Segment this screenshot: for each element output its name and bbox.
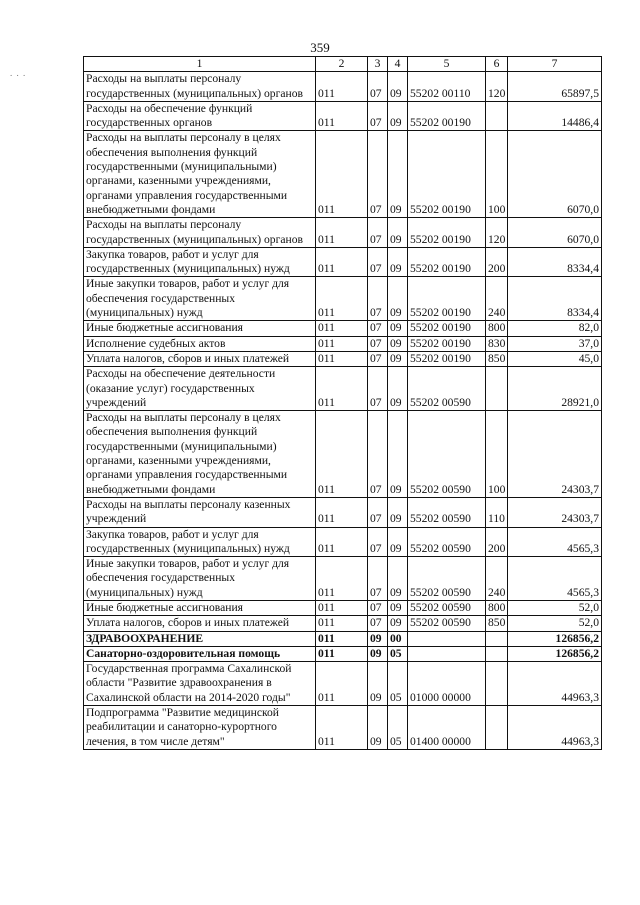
row-subsection-code: 09 [388,277,408,321]
row-target-article: 55202 00590 [408,557,486,601]
row-description: Уплата налогов, сборов и иных платежей [84,351,316,366]
row-target-article: 55202 00590 [408,497,486,527]
table-row [84,557,602,601]
row-description: Подпрограмма "Развитие медицинской реабилитации и санаторно-курортного лечения, в том числе детям" [84,706,316,750]
row-target-article: 55202 00190 [408,321,486,336]
row-amount: 37,0 [508,336,602,351]
row-amount: 82,0 [508,321,602,336]
row-amount: 44963,3 [508,706,602,750]
row-subsection-code: 09 [388,616,408,631]
row-amount: 52,0 [508,616,602,631]
row-description: Расходы на выплаты персоналу в целях обеспечения выполнения функций государственными (муниципальными) органами, казенными учреждениями, органами управления государственными внебюджетными фондами [84,131,316,218]
row-target-article: 55202 00590 [408,411,486,498]
row-description: Иные закупки товаров, работ и услуг для обеспечения государственных (муниципальных) нужд [84,557,316,601]
table-row [84,527,602,557]
row-ministry-code: 011 [316,600,368,615]
table-row [84,411,602,498]
row-section-code: 07 [368,277,388,321]
row-target-article: 55202 00590 [408,600,486,615]
row-target-article: 55202 00190 [408,247,486,277]
row-subsection-code: 09 [388,497,408,527]
row-ministry-code: 011 [316,706,368,750]
row-expense-type: 800 [486,321,508,336]
table-row [84,247,602,277]
table-row [84,367,602,411]
row-target-article: 01000 00000 [408,662,486,706]
row-subsection-code: 09 [388,351,408,366]
table-row [84,72,602,102]
row-expense-type [486,101,508,131]
row-section-code: 07 [368,367,388,411]
row-section-code: 07 [368,101,388,131]
row-subsection-code: 09 [388,411,408,498]
row-subsection-code: 05 [388,646,408,661]
row-ministry-code: 011 [316,218,368,248]
row-target-article: 55202 00190 [408,101,486,131]
row-expense-type: 120 [486,218,508,248]
row-amount: 8334,4 [508,247,602,277]
row-amount: 52,0 [508,600,602,615]
table-row [84,218,602,248]
row-target-article: 55202 00190 [408,336,486,351]
header-col-1: 1 [84,57,316,72]
row-expense-type: 850 [486,616,508,631]
header-col-4: 4 [388,57,408,72]
table-row [84,336,602,351]
row-ministry-code: 011 [316,336,368,351]
row-expense-type: 200 [486,247,508,277]
row-ministry-code: 011 [316,101,368,131]
row-target-article: 01400 00000 [408,706,486,750]
row-description: Уплата налогов, сборов и иных платежей [84,616,316,631]
row-section-code: 07 [368,616,388,631]
row-amount: 14486,4 [508,101,602,131]
row-expense-type [486,706,508,750]
header-col-3: 3 [368,57,388,72]
row-amount: 4565,3 [508,557,602,601]
row-ministry-code: 011 [316,247,368,277]
budget-table [83,56,602,750]
row-target-article: 55202 00190 [408,131,486,218]
row-expense-type: 120 [486,72,508,102]
row-ministry-code: 011 [316,646,368,661]
row-description: Закупка товаров, работ и услуг для государственных (муниципальных) нужд [84,527,316,557]
row-ministry-code: 011 [316,662,368,706]
scan-marks: . . . [10,68,27,78]
row-ministry-code: 011 [316,277,368,321]
row-subsection-code: 09 [388,367,408,411]
row-description: Иные бюджетные ассигнования [84,600,316,615]
row-subsection-code: 00 [388,631,408,646]
row-ministry-code: 011 [316,321,368,336]
row-amount: 4565,3 [508,527,602,557]
header-col-2: 2 [316,57,368,72]
row-target-article [408,631,486,646]
row-ministry-code: 011 [316,72,368,102]
row-amount: 44963,3 [508,662,602,706]
row-target-article: 55202 00190 [408,351,486,366]
row-section-code: 07 [368,497,388,527]
row-description: Иные закупки товаров, работ и услуг для обеспечения государственных (муниципальных) нужд [84,277,316,321]
row-subsection-code: 09 [388,218,408,248]
row-amount: 126856,2 [508,646,602,661]
row-ministry-code: 011 [316,527,368,557]
table-row [84,662,602,706]
header-col-5: 5 [408,57,486,72]
row-subsection-code: 09 [388,247,408,277]
row-expense-type: 100 [486,411,508,498]
row-section-code: 07 [368,351,388,366]
header-row [84,57,602,72]
row-expense-type [486,646,508,661]
row-subsection-code: 05 [388,706,408,750]
row-section-code: 09 [368,631,388,646]
row-ministry-code: 011 [316,131,368,218]
row-ministry-code: 011 [316,351,368,366]
row-expense-type [486,631,508,646]
row-expense-type: 830 [486,336,508,351]
row-description: Расходы на выплаты персоналу государственных (муниципальных) органов [84,72,316,102]
row-amount: 24303,7 [508,497,602,527]
row-section-code: 07 [368,600,388,615]
row-target-article: 55202 00590 [408,616,486,631]
row-expense-type: 850 [486,351,508,366]
table-row [84,321,602,336]
row-amount: 24303,7 [508,411,602,498]
row-ministry-code: 011 [316,616,368,631]
row-ministry-code: 011 [316,497,368,527]
row-amount: 126856,2 [508,631,602,646]
row-ministry-code: 011 [316,557,368,601]
row-section-code: 07 [368,72,388,102]
row-section-code: 09 [368,646,388,661]
row-amount: 6070,0 [508,131,602,218]
row-description: Иные бюджетные ассигнования [84,321,316,336]
row-expense-type: 240 [486,557,508,601]
row-target-article: 55202 00190 [408,277,486,321]
table-row [84,646,602,661]
header-col-6: 6 [486,57,508,72]
row-subsection-code: 09 [388,321,408,336]
row-description: Расходы на выплаты персоналу государственных (муниципальных) органов [84,218,316,248]
row-ministry-code: 011 [316,631,368,646]
row-description: Закупка товаров, работ и услуг для государственных (муниципальных) нужд [84,247,316,277]
row-description: ЗДРАВООХРАНЕНИЕ [84,631,316,646]
row-expense-type: 240 [486,277,508,321]
row-expense-type [486,662,508,706]
row-section-code: 07 [368,218,388,248]
row-description: Расходы на обеспечение деятельности (оказание услуг) государственных учреждений [84,367,316,411]
row-expense-type: 110 [486,497,508,527]
row-section-code: 07 [368,321,388,336]
row-target-article: 55202 00190 [408,218,486,248]
row-description: Расходы на обеспечение функций государственных органов [84,101,316,131]
table-row [84,706,602,750]
row-section-code: 07 [368,527,388,557]
row-amount: 65897,5 [508,72,602,102]
row-description: Расходы на выплаты персоналу казенных учреждений [84,497,316,527]
row-amount: 6070,0 [508,218,602,248]
table-row [84,497,602,527]
row-subsection-code: 09 [388,527,408,557]
row-subsection-code: 09 [388,131,408,218]
row-description: Санаторно-оздоровительная помощь [84,646,316,661]
row-subsection-code: 09 [388,72,408,102]
row-section-code: 07 [368,336,388,351]
row-target-article: 55202 00110 [408,72,486,102]
row-expense-type: 800 [486,600,508,615]
row-section-code: 07 [368,247,388,277]
row-expense-type: 200 [486,527,508,557]
row-section-code: 09 [368,706,388,750]
row-section-code: 07 [368,131,388,218]
table-row [84,600,602,615]
row-description: Государственная программа Сахалинской области "Развитие здравоохранения в Сахалинской области на 2014-2020 годы" [84,662,316,706]
row-subsection-code: 05 [388,662,408,706]
row-section-code: 07 [368,557,388,601]
row-amount: 8334,4 [508,277,602,321]
row-subsection-code: 09 [388,600,408,615]
row-section-code: 07 [368,411,388,498]
row-expense-type: 100 [486,131,508,218]
row-target-article: 55202 00590 [408,527,486,557]
row-subsection-code: 09 [388,336,408,351]
row-amount: 28921,0 [508,367,602,411]
row-expense-type [486,367,508,411]
table-row [84,101,602,131]
row-ministry-code: 011 [316,367,368,411]
row-target-article: 55202 00590 [408,367,486,411]
row-subsection-code: 09 [388,101,408,131]
table-row [84,131,602,218]
row-target-article [408,646,486,661]
table-row [84,277,602,321]
row-section-code: 09 [368,662,388,706]
row-description: Исполнение судебных актов [84,336,316,351]
table-row [84,351,602,366]
row-description: Расходы на выплаты персоналу в целях обеспечения выполнения функций государственными (муниципальными) органами, казенными учреждениями, органами управления государственными внебюджетными фондами [84,411,316,498]
row-subsection-code: 09 [388,557,408,601]
table-row [84,631,602,646]
table-row [84,616,602,631]
header-col-7: 7 [508,57,602,72]
page-number: 359 [310,40,330,55]
row-ministry-code: 011 [316,411,368,498]
row-amount: 45,0 [508,351,602,366]
